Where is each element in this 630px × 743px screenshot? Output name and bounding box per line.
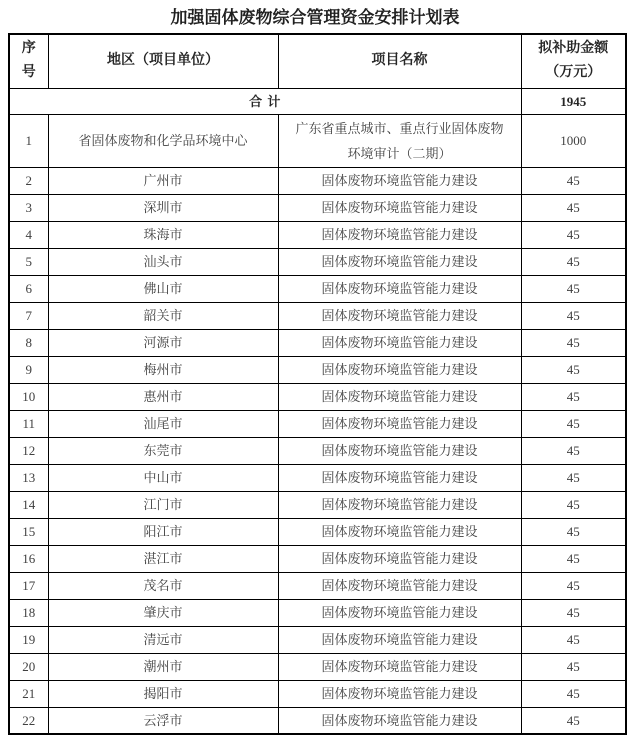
table-row [9,167,626,194]
row-amount: 45 [521,221,626,248]
row-region: 梅州市 [48,356,278,383]
row-project: 固体废物环境监管能力建设 [278,599,521,626]
table-row [9,302,626,329]
row-project: 固体废物环境监管能力建设 [278,275,521,302]
row-region: 肇庆市 [48,599,278,626]
table-body [9,88,626,734]
row-amount: 45 [521,599,626,626]
table-row [9,221,626,248]
row-no: 14 [9,491,48,518]
row-project: 固体废物环境监管能力建设 [278,545,521,572]
funding-plan-table [8,33,627,735]
row-amount: 45 [521,545,626,572]
row-project: 固体废物环境监管能力建设 [278,221,521,248]
row-region: 珠海市 [48,221,278,248]
total-row [9,88,626,114]
table-row [9,329,626,356]
row-no: 5 [9,248,48,275]
row-project: 固体废物环境监管能力建设 [278,383,521,410]
header-row [9,34,626,88]
row-no: 8 [9,329,48,356]
row-amount: 45 [521,707,626,734]
row-region: 省固体废物和化学品环境中心 [48,114,278,167]
page-title: 加强固体废物综合管理资金安排计划表 [170,8,460,27]
table-row [9,626,626,653]
table-row [9,194,626,221]
table-row [9,518,626,545]
row-amount: 45 [521,626,626,653]
row-project: 固体废物环境监管能力建设 [278,518,521,545]
row-no: 19 [9,626,48,653]
table-row [9,464,626,491]
row-amount: 45 [521,680,626,707]
table-row [9,680,626,707]
row-no: 16 [9,545,48,572]
table-row [9,248,626,275]
row-amount: 45 [521,437,626,464]
row-amount: 45 [521,194,626,221]
row-project: 固体废物环境监管能力建设 [278,491,521,518]
row-amount: 45 [521,329,626,356]
row-project [278,114,521,167]
row-region: 汕尾市 [48,410,278,437]
row-region: 江门市 [48,491,278,518]
row-region: 湛江市 [48,545,278,572]
row-project: 固体废物环境监管能力建设 [278,680,521,707]
header-project: 项目名称 [278,34,521,88]
row-no: 12 [9,437,48,464]
total-amount: 1945 [521,88,626,114]
row-no: 21 [9,680,48,707]
row-project: 固体废物环境监管能力建设 [278,302,521,329]
table-row [9,356,626,383]
row-region: 深圳市 [48,194,278,221]
row-no: 1 [9,114,48,167]
header-amount-line1: 拟补助金额 [538,41,609,57]
row-region: 清远市 [48,626,278,653]
row-region: 佛山市 [48,275,278,302]
table-header [9,34,626,88]
row-project: 固体废物环境监管能力建设 [278,329,521,356]
row-region: 河源市 [48,329,278,356]
row-no: 15 [9,518,48,545]
header-amount [521,34,626,88]
row-region: 揭阳市 [48,680,278,707]
table-row [9,383,626,410]
table-row [9,707,626,734]
row-amount: 45 [521,653,626,680]
row-project: 固体废物环境监管能力建设 [278,464,521,491]
table-row [9,437,626,464]
header-amount-line2: （万元） [545,65,602,81]
row-region: 韶关市 [48,302,278,329]
row-no: 7 [9,302,48,329]
row-amount: 45 [521,302,626,329]
row-no: 18 [9,599,48,626]
table-row [9,545,626,572]
row-project: 固体废物环境监管能力建设 [278,356,521,383]
row-no: 13 [9,464,48,491]
row-amount: 45 [521,491,626,518]
row-amount: 45 [521,383,626,410]
row-amount: 45 [521,275,626,302]
row-region: 惠州市 [48,383,278,410]
row-project: 固体废物环境监管能力建设 [278,626,521,653]
row-amount: 45 [521,410,626,437]
row-no: 3 [9,194,48,221]
row-no: 11 [9,410,48,437]
row-amount: 45 [521,356,626,383]
row-no: 22 [9,707,48,734]
table-row [9,599,626,626]
total-label: 合 计 [9,88,521,114]
row-region: 广州市 [48,167,278,194]
row-amount: 45 [521,464,626,491]
row-amount: 45 [521,572,626,599]
row-region: 汕头市 [48,248,278,275]
header-no [9,34,48,88]
row-project: 固体废物环境监管能力建设 [278,194,521,221]
row-no: 10 [9,383,48,410]
header-no-line2: 号 [21,65,36,81]
row-amount: 45 [521,518,626,545]
table-row [9,410,626,437]
row-region: 茂名市 [48,572,278,599]
row-project: 固体废物环境监管能力建设 [278,410,521,437]
table-row [9,114,626,167]
row-project: 固体废物环境监管能力建设 [278,167,521,194]
table-row [9,572,626,599]
row-no: 20 [9,653,48,680]
row-project-text: 广东省重点城市、重点行业固体废物环境审计（二期） [295,120,504,161]
row-project: 固体废物环境监管能力建设 [278,572,521,599]
row-no: 2 [9,167,48,194]
row-region: 中山市 [48,464,278,491]
row-region: 阳江市 [48,518,278,545]
row-project: 固体废物环境监管能力建设 [278,707,521,734]
header-no-line1: 序 [21,41,36,57]
row-project: 固体废物环境监管能力建设 [278,248,521,275]
row-amount: 45 [521,248,626,275]
row-no: 6 [9,275,48,302]
row-no: 17 [9,572,48,599]
row-project: 固体废物环境监管能力建设 [278,437,521,464]
row-region: 云浮市 [48,707,278,734]
table-row [9,275,626,302]
row-no: 4 [9,221,48,248]
table-row [9,653,626,680]
row-project: 固体废物环境监管能力建设 [278,653,521,680]
row-region: 潮州市 [48,653,278,680]
row-amount: 45 [521,167,626,194]
header-region: 地区（项目单位） [48,34,278,88]
row-region: 东莞市 [48,437,278,464]
table-row [9,491,626,518]
row-amount: 1000 [521,114,626,167]
row-no: 9 [9,356,48,383]
